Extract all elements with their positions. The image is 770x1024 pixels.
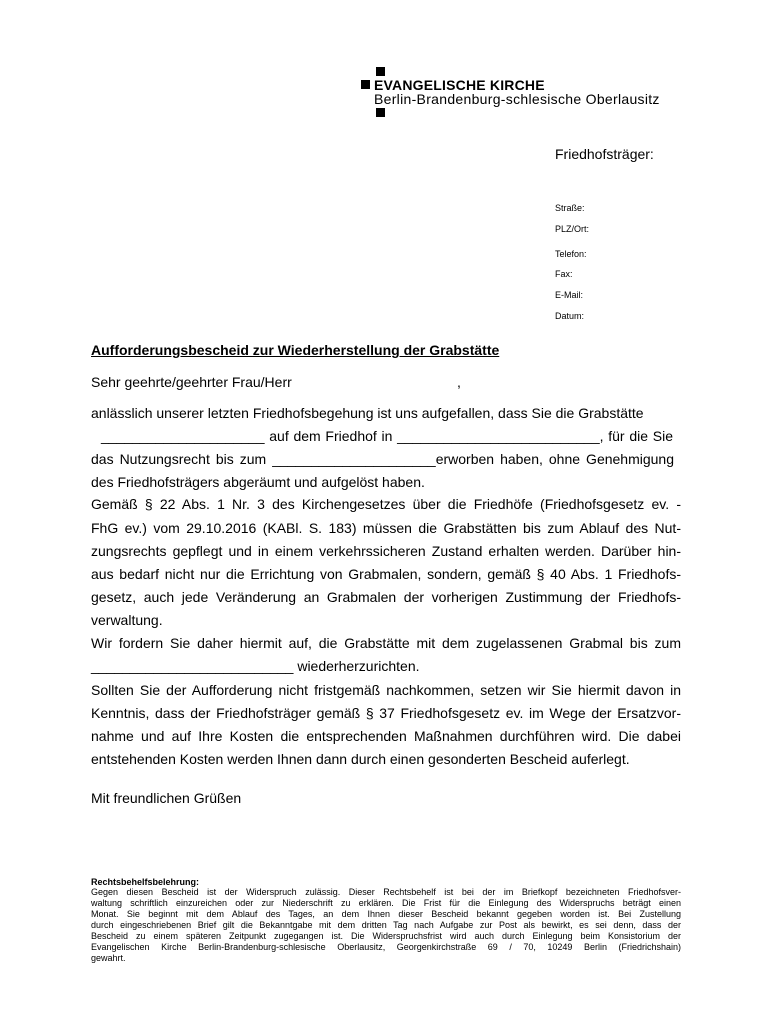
- body-line: _____________________ auf dem Friedhof in __________________________, für die Sie: [101, 428, 673, 444]
- legal-line: Bescheid zu einem späteren Zeitpunkt zugegangen ist. Die Widerspruchsfrist wird auch durch Einlegung beim Konsistorium der: [91, 931, 681, 941]
- body-line: Wir fordern Sie daher hiermit auf, die Grabstätte mit dem zugelassenen Grabmal bis zum: [91, 635, 681, 651]
- logo-square-bottom: [376, 108, 385, 117]
- body-line: verwaltung.: [91, 612, 163, 628]
- salutation-comma: ,: [457, 374, 461, 390]
- field-fax: Fax:: [555, 269, 573, 279]
- legal-line: waltung schriftlich einzureichen oder zur Niederschrift zu erklären. Die Frist für die Einlegung des Widerspruchs beträgt einen: [91, 898, 681, 908]
- legal-line: durch eingeschriebenen Brief gilt die Bekanntgabe mit dem dritten Tag nach Aufgabe zur Post als bewirkt, es sei denn, dass der: [91, 920, 681, 930]
- org-name: EVANGELISCHE KIRCHE: [374, 77, 545, 93]
- salutation: [91, 374, 681, 390]
- legal-line: Evangelischen Kirche Berlin-Brandenburg-schlesische Oberlausitz, Georgenkirchstraße 69 / 70, 10249 Berlin (Friedrichshain): [91, 942, 681, 952]
- field-phone: Telefon:: [555, 249, 587, 259]
- body-line: Kenntnis, dass der Friedhofsträger gemäß § 37 Friedhofsgesetz ev. im Wege der Ersatzvor-: [91, 705, 681, 721]
- field-street: Straße:: [555, 203, 585, 213]
- legal-line: gewahrt.: [91, 953, 126, 963]
- field-zip-city: PLZ/Ort:: [555, 224, 590, 234]
- recipient-heading: Friedhofsträger:: [555, 146, 654, 162]
- body-line: entstehenden Kosten werden Ihnen dann durch einen gesonderten Bescheid auferlegt.: [91, 751, 630, 767]
- letter-subject: Aufforderungsbescheid zur Wiederherstellung der Grabstätte: [91, 342, 500, 358]
- closing: Mit freundlichen Grüßen: [91, 790, 242, 806]
- legal-line: Gegen diesen Bescheid ist der Widerspruch zulässig. Dieser Rechtsbehelf ist bei der im Briefkopf bezeichneten Friedhofsver-: [91, 887, 681, 897]
- body-line: zungsrechts gepflegt und in einem verkehrssicheren Zustand erhalten werden. Darüber hin-: [91, 543, 681, 559]
- body-line: gesetz, auch jede Veränderung an Grabmalen der vorherigen Zustimmung der Friedhofs-: [91, 589, 681, 605]
- salutation-text: Sehr geehrte/geehrter Frau/Herr: [91, 374, 292, 390]
- body-line: Sollten Sie der Aufforderung nicht fristgemäß nachkommen, setzen wir Sie hiermit davon in: [91, 682, 681, 698]
- body-line: des Friedhofsträgers abgeräumt und aufgelöst haben.: [91, 474, 425, 490]
- body-line: Gemäß § 22 Abs. 1 Nr. 3 des Kirchengesetzes über die Friedhöfe (Friedhofsgesetz ev. -: [91, 496, 681, 512]
- body-line: __________________________ wiederherzurichten.: [91, 658, 420, 674]
- body-line: aus bedarf nicht nur die Errichtung von Grabmalen, sondern, gemäß § 40 Abs. 1 Friedhofs-: [91, 566, 681, 582]
- body-line: FhG ev.) vom 29.10.2016 (KABl. S. 183) müssen die Grabstätten bis zum Ablauf des Nut-: [91, 520, 681, 536]
- field-email: E-Mail:: [555, 290, 584, 300]
- field-date: Datum:: [555, 311, 585, 321]
- body-line: anlässlich unserer letzten Friedhofsbegehung ist uns aufgefallen, dass Sie die Grabstätte: [91, 405, 644, 421]
- org-region: Berlin-Brandenburg-schlesische Oberlausitz: [374, 91, 660, 107]
- legal-notice-title: Rechtsbehelfsbelehrung:: [91, 877, 200, 887]
- logo-square-left: [361, 80, 370, 89]
- body-line: nahme und auf Ihre Kosten die entsprechenden Maßnahmen durchführen wird. Die dabei: [91, 728, 681, 744]
- logo-square-top: [376, 67, 385, 76]
- body-line: das Nutzungsrecht bis zum _____________________erworben haben, ohne Genehmigung: [91, 451, 674, 467]
- legal-line: Monat. Sie beginnt mit dem Ablauf des Tages, an dem Ihnen dieser Bescheid bekannt gegeben worden ist. Bei Zustellung: [91, 909, 681, 919]
